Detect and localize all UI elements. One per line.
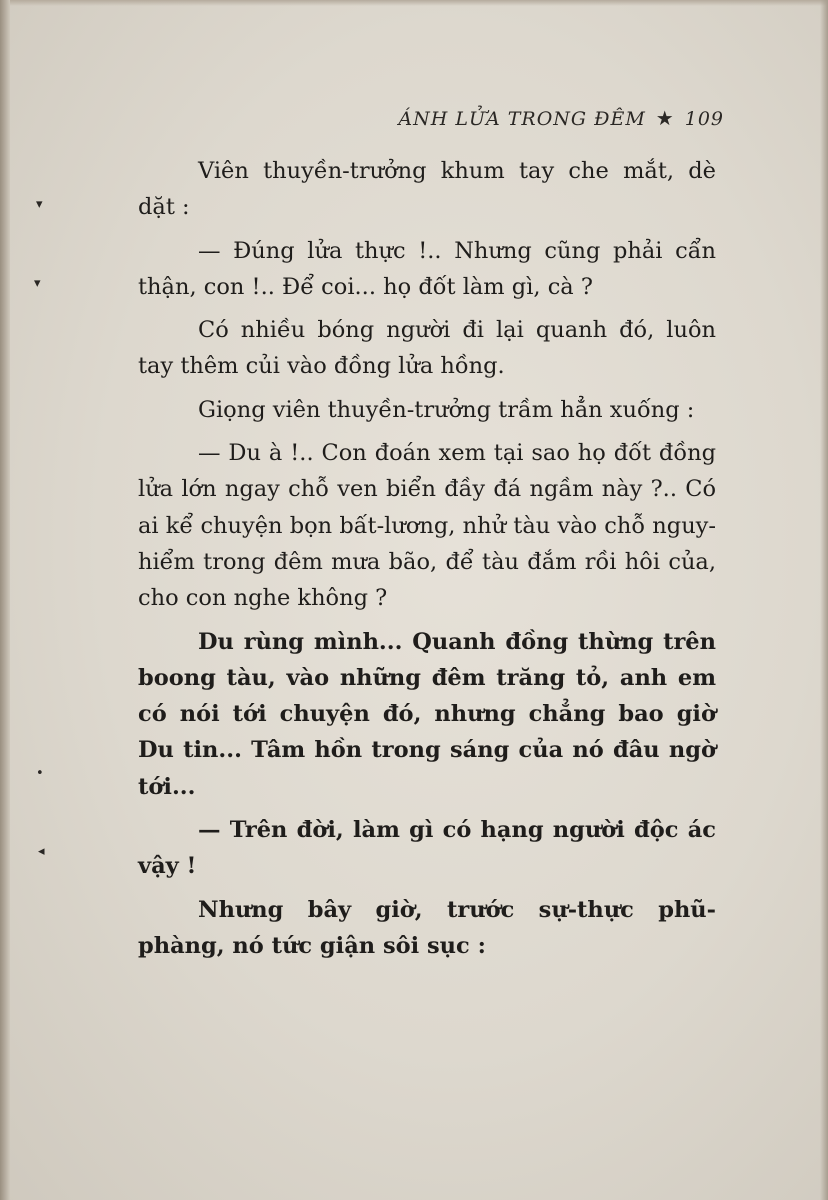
- paragraph: Viên thuyền-trưởng khum tay che mắt, dè dặt :: [138, 158, 716, 221]
- running-header: [398, 106, 724, 130]
- body-text: [138, 153, 716, 971]
- page-left-edge: [0, 0, 10, 1200]
- paragraph: — Du à !.. Con đoán xem tại sao họ đốt đồng lửa lớn ngay chỗ ven biển đầy đá ngầm này ?.. Có ai kể chuyện bọn bất-lương, nhử tàu vào chỗ nguy-hiểm trong đêm mưa bão, để tàu đắm rồi hôi của, cho con nghe không ?: [138, 440, 716, 612]
- margin-mark: ▾: [34, 276, 41, 291]
- margin-mark: ◂: [38, 844, 45, 859]
- paragraph: Du rùng mình... Quanh đồng thừng trên boong tàu, vào những đêm trăng tỏ, anh em có nói tới chuyện đó, nhưng chẳng bao giờ Du tin... Tâm hồn trong sáng của nó đâu ngờ tới...: [138, 628, 716, 800]
- paragraph: — Đúng lửa thực !.. Nhưng cũng phải cẩn thận, con !.. Để coi... họ đốt làm gì, cà ?: [138, 237, 716, 300]
- star-separator-icon: ★: [655, 106, 675, 130]
- margin-mark: ▾: [36, 197, 43, 212]
- page-top-edge: [0, 0, 828, 6]
- page-number: 109: [684, 108, 724, 130]
- paragraph: Nhưng bây giờ, trước sự-thực phũ-phàng, nó tức giận sôi sục :: [138, 896, 716, 959]
- running-title: ÁNH LỬA TRONG ĐÊM: [398, 108, 646, 130]
- paragraph: Có nhiều bóng người đi lại quanh đó, luôn tay thêm củi vào đồng lửa hồng.: [138, 317, 716, 380]
- paragraph: Giọng viên thuyền-trưởng trầm hẳn xuống :: [198, 396, 695, 423]
- margin-mark: •: [36, 766, 44, 781]
- paragraph: — Trên đời, làm gì có hạng người độc ác vậy !: [138, 817, 716, 880]
- page-right-edge: [820, 0, 828, 1200]
